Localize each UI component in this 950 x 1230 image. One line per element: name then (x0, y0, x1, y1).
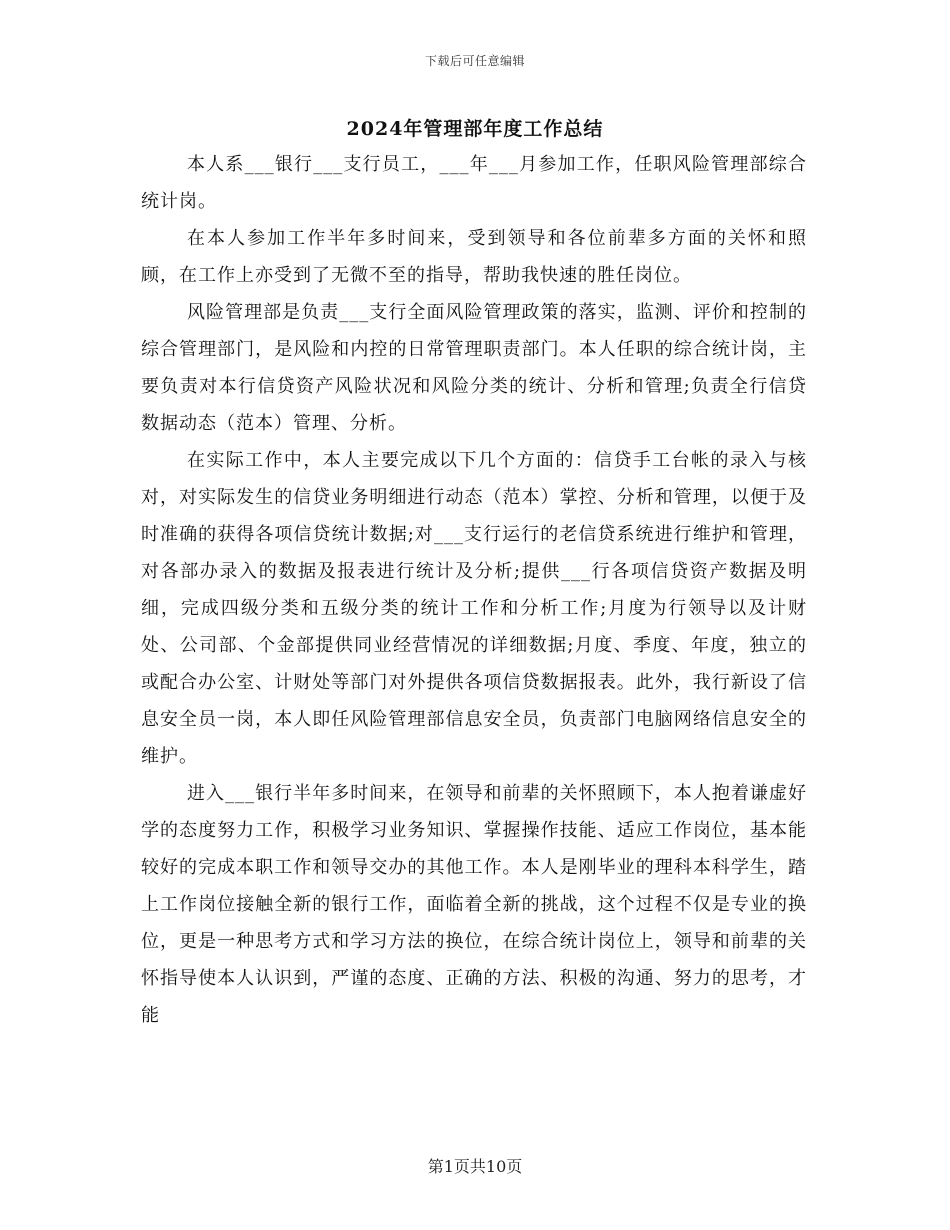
paragraph: 本人系___银行___支行员工，___年___月参加工作，任职风险管理部综合统计岗。 (141, 154, 807, 212)
page-header-note: 下载后可任意编辑 (424, 54, 525, 68)
document-body (141, 146, 807, 1034)
paragraph: 在实际工作中，本人主要完成以下几个方面的：信贷手工台帐的录入与核对，对实际发生的信贷业务明细进行动态（范本）掌控、分析和管理，以便于及时准确的获得各项信贷统计数据;对___支行运行的老信贷系统进行维护和管理，对各部办录入的数据及报表进行统计及分析;提供___行各项信贷资产数据及明细，完成四级分类和五级分类的统计工作和分析工作;月度为行领导以及计财处、公司部、个金部提供同业经营情况的详细数据;月度、季度、年度，独立的或配合办公室、计财处等部门对外提供各项信贷数据报表。此外，我行新设了信息安全员一岗，本人即任风险管理部信息安全员，负责部门电脑网络信息安全的维护。 (141, 450, 807, 767)
paragraph: 风险管理部是负责___支行全面风险管理政策的落实，监测、评价和控制的综合管理部门，是风险和内控的日常管理职责部门。本人任职的综合统计岗，主要负责对本行信贷资产风险状况和风险分类的统计、分析和管理;负责全行信贷数据动态（范本）管理、分析。 (141, 302, 807, 434)
document-title: 2024年管理部年度工作总结 (346, 118, 604, 140)
page-number: 第1页共10页 (427, 1157, 523, 1176)
paragraph: 进入___银行半年多时间来，在领导和前辈的关怀照顾下，本人抱着谦虚好学的态度努力工作，积极学习业务知识、掌握操作技能、适应工作岗位，基本能较好的完成本职工作和领导交办的其他工作。本人是刚毕业的理科本科学生，踏上工作岗位接触全新的银行工作，面临着全新的挑战，这个过程不仅是专业的换位，更是一种思考方式和学习方法的换位，在综合统计岗位上，领导和前辈的关怀指导使本人认识到，严谨的态度、正确的方法、积极的沟通、努力的思考，才能 (141, 783, 807, 1026)
paragraph: 在本人参加工作半年多时间来，受到领导和各位前辈多方面的关怀和照顾，在工作上亦受到了无微不至的指导，帮助我快速的胜任岗位。 (141, 228, 807, 286)
